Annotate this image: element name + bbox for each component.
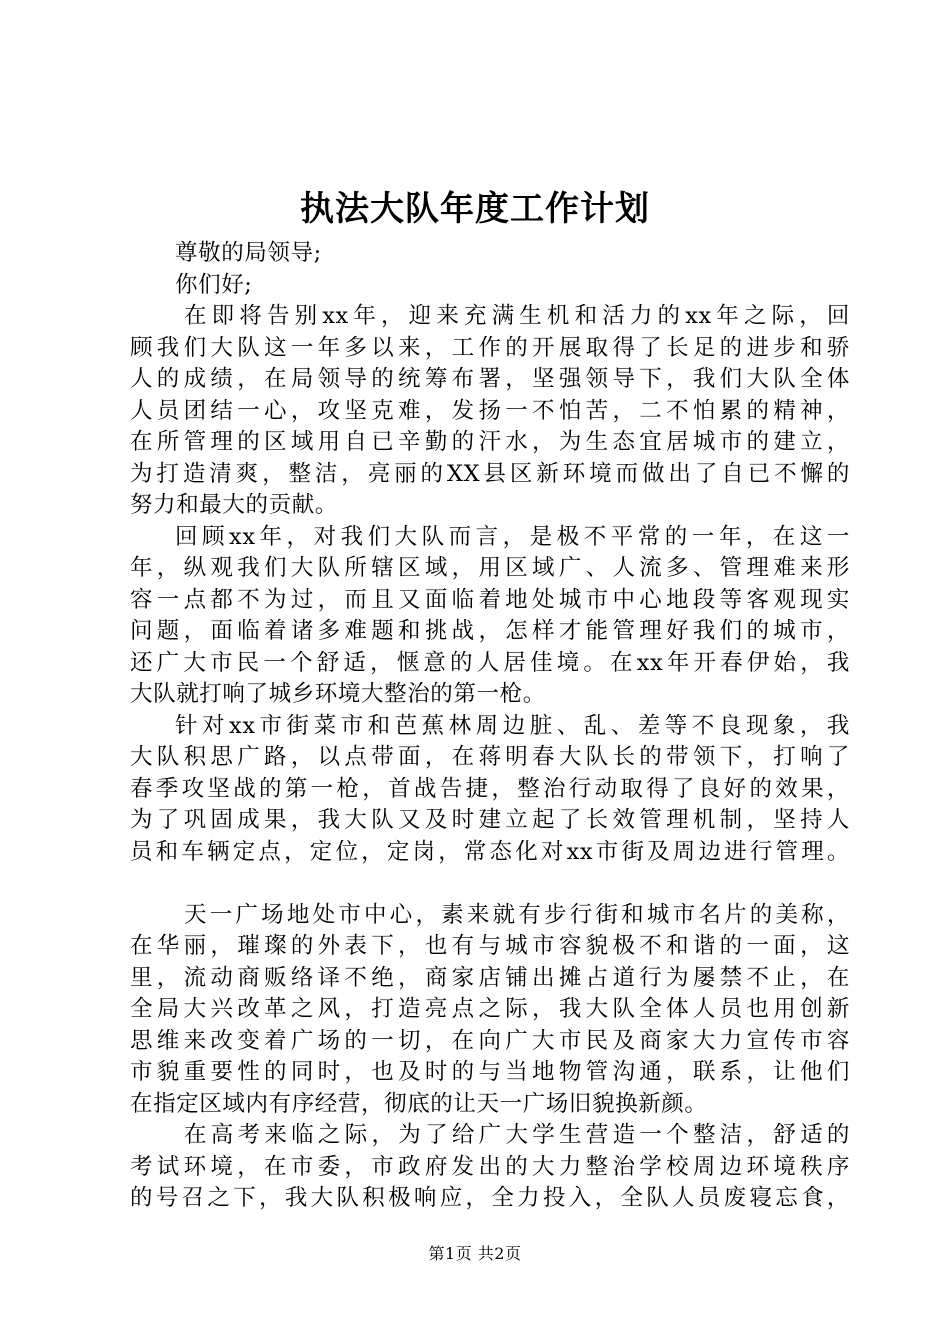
paragraph-3-line: 为了巩固成果，我大队又及时建立起了长效管理机制，坚持人: [130, 807, 850, 833]
paragraph-3-line: 针对xx市街菜市和芭蕉林周边脏、乱、差等不良现象，我: [175, 712, 850, 739]
paragraph-2-line: 回顾xx年，对我们大队而言，是极不平常的一年，在这一: [175, 523, 850, 550]
paragraph-2-line: 年，纵观我们大队所辖区域，用区域广、人流多、管理难来形: [130, 555, 850, 581]
document-title: 执法大队年度工作计划: [300, 189, 650, 229]
paragraph-4-line: 天一广场地处市中心，素来就有步行街和城市名片的美称，: [184, 901, 850, 928]
paragraph-3-line: 员和车辆定点，定位，定岗，常态化对xx市街及周边进行管理。: [130, 838, 850, 865]
paragraph-1-line: 顾我们大队这一年多以来，工作的开展取得了长足的进步和骄: [130, 334, 850, 361]
salutation: 尊敬的局领导;: [175, 240, 322, 266]
paragraph-4-line: 思维来改变着广场的一切，在向广大市民及商家大力宣传市容: [130, 1027, 850, 1054]
paragraph-1-line: 人员团结一心，攻坚克难，发扬一不怕苦，二不怕累的精神，: [130, 397, 850, 424]
paragraph-5-line: 的号召之下，我大队积极响应，全力投入，全队人员废寝忘食，: [130, 1185, 850, 1211]
paragraph-5-line: 在高考来临之际，为了给广大学生营造一个整洁，舒适的: [184, 1122, 850, 1148]
paragraph-4-line: 在指定区域内有序经营，彻底的让天一广场旧貌换新颜。: [130, 1090, 708, 1117]
paragraph-4-line: 全局大兴改革之风，打造亮点之际，我大队全体人员也用创新: [130, 996, 850, 1022]
paragraph-1-line: 在即将告别xx年，迎来充满生机和活力的xx年之际，回: [184, 303, 850, 329]
paragraph-2-line: 问题，面临着诸多难题和挑战，怎样才能管理好我们的城市，: [130, 618, 850, 644]
paragraph-4-line: 市貌重要性的同时，也及时的与当地物管沟通，联系，让他们: [130, 1059, 850, 1085]
paragraph-spacer: [130, 868, 850, 900]
paragraph-3-line: 春季攻坚战的第一枪，首战告捷，整治行动取得了良好的效果，: [130, 775, 850, 802]
paragraph-1-line: 人的成绩，在局领导的统筹布署，坚强领导下，我们大队全体: [130, 366, 850, 392]
paragraph-5-line: 考试环境，在市委，市政府发出的大力整治学校周边环境秩序: [130, 1153, 850, 1180]
paragraph-1-line: 在所管理的区域用自已辛勤的汗水，为生态宜居城市的建立，: [130, 429, 850, 455]
paragraph-2-line: 容一点都不为过，而且又面临着地处城市中心地段等客观现实: [130, 586, 850, 613]
document-body: [130, 238, 850, 1215]
paragraph-1-line: 为打造清爽，整洁，亮丽的XX县区新环境而做出了自已不懈的: [130, 460, 850, 487]
paragraph-2-line: 大队就打响了城乡环境大整治的第一枪。: [130, 681, 546, 707]
paragraph-3-line: 大队积思广路，以点带面，在蒋明春大队长的带领下，打响了: [130, 744, 850, 770]
paragraph-4-line: 里，流动商贩络译不绝，商家店铺出摊占道行为屡禁不止，在: [130, 964, 850, 991]
greeting: 你们好;: [175, 271, 253, 298]
page-footer: 第1页 共2页: [428, 1244, 522, 1263]
paragraph-4-line: 在华丽，璀璨的外表下，也有与城市容貌极不和谐的一面，这: [130, 933, 850, 959]
paragraph-2-line: 还广大市民一个舒适，惬意的人居佳境。在xx年开春伊始，我: [130, 649, 850, 676]
paragraph-1-line: 努力和最大的贡献。: [130, 492, 338, 518]
